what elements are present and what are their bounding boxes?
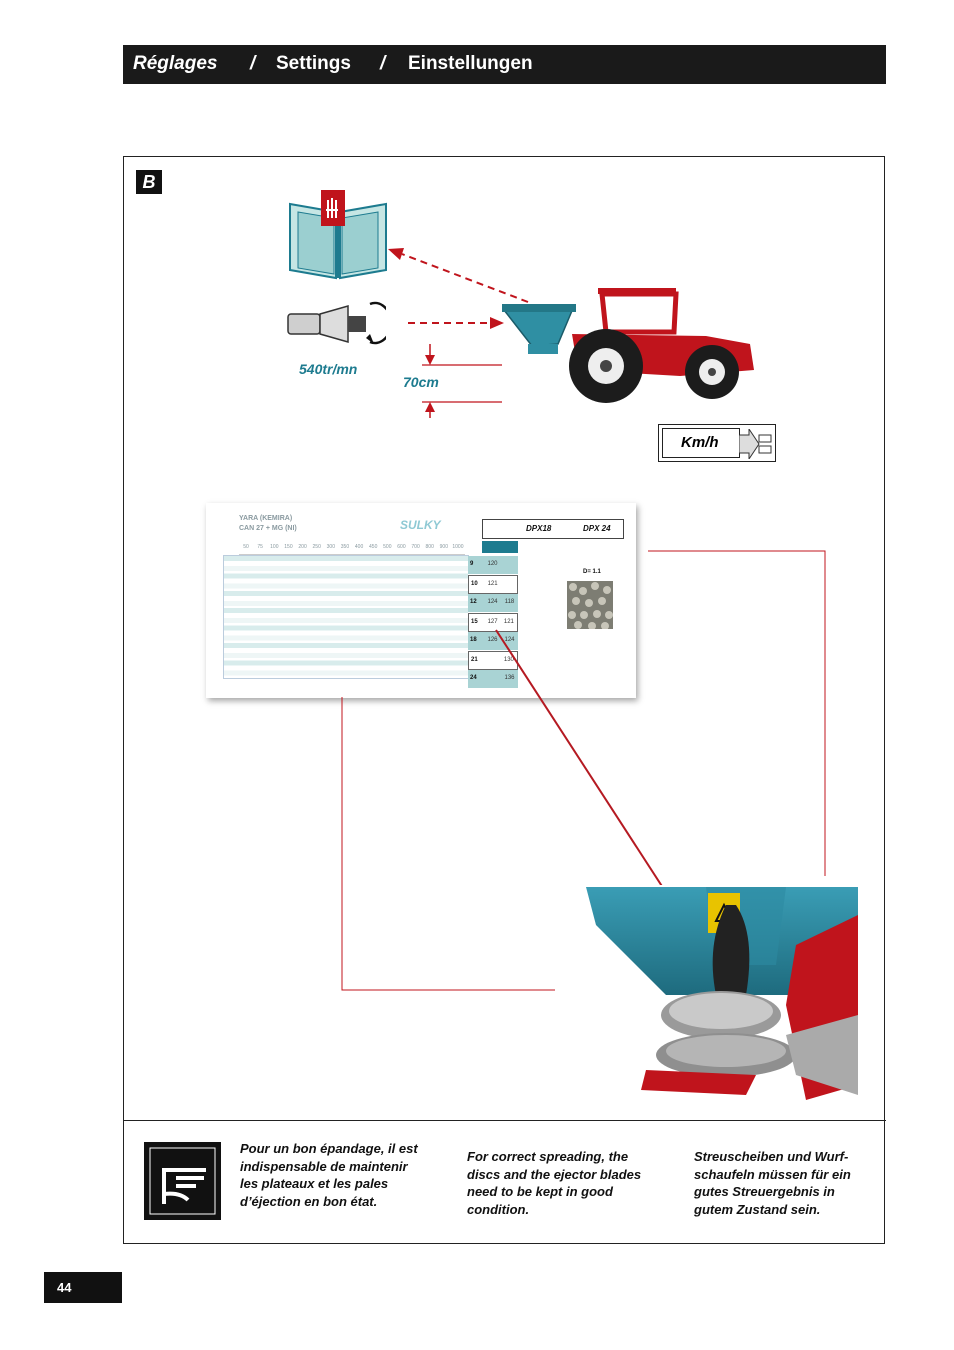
- width-row: 21 130: [468, 651, 518, 671]
- rate-header-cell: 200: [298, 544, 307, 550]
- header-title-en: Settings: [276, 53, 351, 74]
- header-sep-1: /: [250, 53, 256, 74]
- advice-hand-icon: [144, 1142, 221, 1220]
- rate-header-cell: 100: [270, 544, 279, 550]
- rate-header-cell: 400: [354, 544, 364, 550]
- rate-header-cell: 900: [439, 544, 448, 550]
- spreader-disc-photo: [556, 885, 858, 1117]
- density-label: D= 1.1: [583, 569, 601, 575]
- rate-header-cell: 700: [411, 544, 420, 550]
- page-number: 44: [57, 1280, 72, 1295]
- model-b: DPX 24: [583, 524, 611, 533]
- header-title-fr: Réglages: [133, 53, 218, 74]
- width-row: 15 127 121: [468, 613, 518, 633]
- rate-header-cell: 300: [326, 544, 335, 550]
- rate-header-cell: 800: [425, 544, 434, 550]
- note-de: Streuscheiben und Wurf-schaufeln müssen für ein gutes Streuergebnis in gutem Zustand sein.: [694, 1149, 851, 1217]
- header-sep-2: /: [380, 53, 386, 74]
- rate-header-cell: 500: [383, 544, 392, 550]
- rate-header-cell: 150: [284, 544, 293, 550]
- rate-header-cell: 1000: [452, 544, 464, 550]
- note-fr: Pour un bon épandage, il est indispensable de maintenir les plateaux et les pales d’éjection en bon état.: [240, 1141, 418, 1209]
- pto-speed-label: 540tr/mn: [299, 361, 358, 377]
- rate-header-cell: 50: [243, 544, 249, 550]
- height-label: 70cm: [403, 374, 439, 390]
- brand-logo: SULKY: [400, 518, 441, 532]
- section-badge: B: [136, 170, 162, 194]
- width-row: 12 124 118: [468, 594, 518, 613]
- note-en: For correct spreading, the discs and the ejector blades need to be kept in good condition.: [467, 1149, 642, 1217]
- kmh-button: Km/h: [662, 428, 740, 458]
- rate-header-cell: 450: [369, 544, 378, 550]
- rate-header-cell: 600: [397, 544, 406, 550]
- rate-header-cell: 75: [257, 544, 263, 550]
- width-row: 24 136: [468, 670, 518, 689]
- page-number-tab: [44, 1272, 122, 1303]
- width-row: 10 121: [468, 575, 518, 595]
- header-title-de: Einstellungen: [408, 53, 533, 74]
- chart-product-1: YARA (KEMIRA): [239, 515, 293, 522]
- chart-product-2: CAN 27 + MG (NI): [239, 525, 297, 532]
- model-a: DPX18: [526, 524, 552, 533]
- width-row: 18 126 124: [468, 632, 518, 651]
- rate-header-cell: 350: [340, 544, 350, 550]
- width-row: 9 120: [468, 556, 518, 575]
- rate-header-cell: 250: [312, 544, 321, 550]
